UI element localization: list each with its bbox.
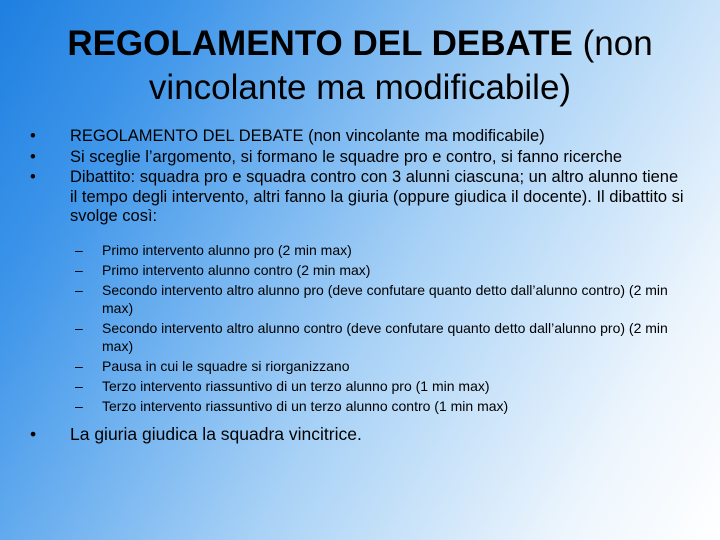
slide-title-bold: REGOLAMENTO DEL DEBATE xyxy=(67,24,573,63)
sub-bullet-item xyxy=(70,281,690,317)
slide-title xyxy=(60,22,660,110)
bullet-item xyxy=(30,148,690,168)
dash-marker: – xyxy=(75,377,83,394)
bullet-marker: • xyxy=(30,147,36,166)
bullet-item xyxy=(30,425,690,445)
dash-marker: – xyxy=(75,241,83,258)
bullet-item xyxy=(30,168,690,415)
sub-bullet-text: Pausa in cui le squadre si riorganizzano xyxy=(102,357,350,374)
dash-marker: – xyxy=(75,357,83,374)
sub-bullet-item xyxy=(70,377,690,395)
bullet-item xyxy=(30,127,690,147)
dash-marker: – xyxy=(75,281,83,298)
sub-bullet-text: Primo intervento alunno contro (2 min max) xyxy=(102,261,371,278)
sub-bullet-text: Primo intervento alunno pro (2 min max) xyxy=(102,241,352,258)
slide-title-rest: (non vincolante ma modificabile) xyxy=(148,24,653,107)
sub-bullet-item xyxy=(70,261,690,279)
sub-bullet-item xyxy=(70,319,690,355)
sub-bullet-text: Terzo intervento riassuntivo di un terzo alunno contro (1 min max) xyxy=(102,397,509,414)
sub-bullet-text: Secondo intervento altro alunno pro (deve confutare quanto detto dall’alunno contro) (2 min max) xyxy=(102,281,668,316)
bullet-marker: • xyxy=(30,168,36,186)
sub-bullet-text: Secondo intervento altro alunno contro (deve confutare quanto detto dall’alunno pro) (2 min max) xyxy=(102,319,668,354)
dash-marker: – xyxy=(75,261,83,278)
sub-bullet-text: Terzo intervento riassuntivo di un terzo alunno pro (1 min max) xyxy=(102,377,490,394)
bullet-text: Si sceglie l’argomento, si formano le squadre pro e contro, si fanno ricerche xyxy=(70,147,623,166)
bullet-marker: • xyxy=(30,127,36,145)
sub-bullet-item xyxy=(70,397,690,415)
bullet-marker: • xyxy=(30,423,37,444)
bullet-text: La giuria giudica la squadra vincitrice. xyxy=(70,423,362,444)
slide-content xyxy=(30,127,690,445)
sub-bullet-list xyxy=(70,241,690,415)
bullet-list xyxy=(30,127,690,444)
sub-bullet-item xyxy=(70,357,690,375)
dash-marker: – xyxy=(75,319,83,336)
dash-marker: – xyxy=(75,397,83,414)
sub-bullet-item xyxy=(70,241,690,259)
bullet-text: Dibattito: squadra pro e squadra contro con 3 alunni ciascuna; un altro alunno tiene il tempo degli intervento, altri fanno la giuria (oppure giudica il docente). Il dibattito si svolge così: xyxy=(70,168,684,225)
bullet-text: REGOLAMENTO DEL DEBATE (non vincolante ma modificabile) xyxy=(70,127,545,145)
